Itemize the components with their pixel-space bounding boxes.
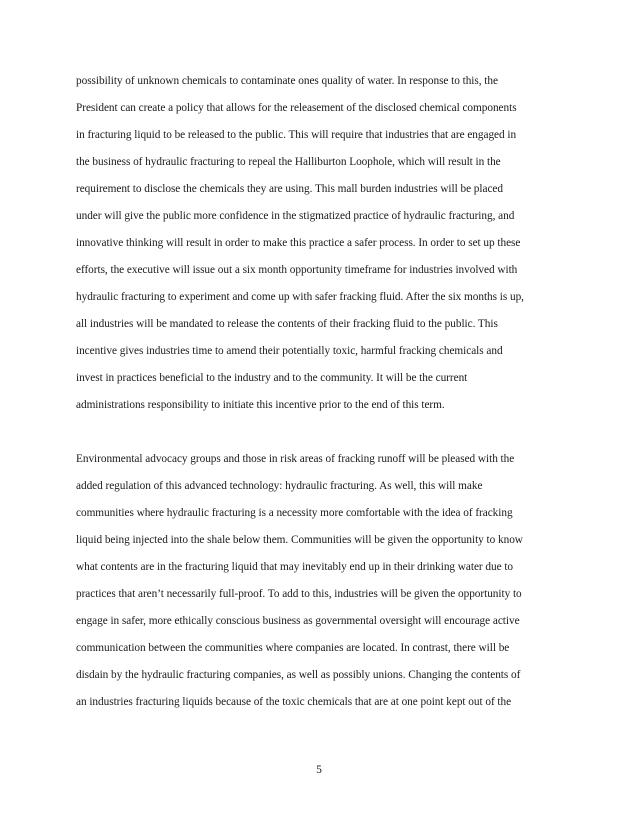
paragraph-2-line-7: engage in safer, more ethically conscious business as governmental oversight will encourage active xyxy=(76,615,520,627)
page-number: 5 xyxy=(316,764,322,776)
paragraph-1-line-12: invest in practices beneficial to the industry and to the community. It will be the current xyxy=(76,372,468,384)
paragraph-1-line-1: possibility of unknown chemicals to contaminate ones quality of water. In response to this, the xyxy=(76,75,498,87)
paragraph-1-line-7: innovative thinking will result in order to make this practice a safer process. In order to set up these xyxy=(76,237,521,249)
paragraph-1-line-11: incentive gives industries time to amend their potentially toxic, harmful fracking chemicals and xyxy=(76,345,503,357)
paragraph-2-line-10: an industries fracturing liquids because of the toxic chemicals that are at one point kept out of the xyxy=(76,696,512,708)
paragraph-1-line-8: efforts, the executive will issue out a six month opportunity timeframe for industries involved with xyxy=(76,264,518,276)
paragraph-1-line-6: under will give the public more confidence in the stigmatized practice of hydraulic fracturing, and xyxy=(76,210,515,222)
paragraph-1-line-5: requirement to disclose the chemicals they are using. This mall burden industries will be placed xyxy=(76,183,503,195)
paragraph-2-line-8: communication between the communities where companies are located. In contrast, there will be xyxy=(76,642,510,654)
paragraph-2-line-6: practices that aren’t necessarily full-proof. To add to this, industries will be given the opportunity to xyxy=(76,588,522,600)
paragraph-2-line-2: added regulation of this advanced technology: hydraulic fracturing. As well, this will make xyxy=(76,480,483,492)
paragraph-1-line-2: President can create a policy that allows for the releasement of the disclosed chemical components xyxy=(76,102,517,114)
paragraph-1-line-13: administrations responsibility to initiate this incentive prior to the end of this term. xyxy=(76,399,445,411)
paragraph-2-line-1: Environmental advocacy groups and those in risk areas of fracking runoff will be pleased with the xyxy=(76,453,515,465)
paragraph-1-line-4: the business of hydraulic fracturing to repeal the Halliburton Loophole, which will result in the xyxy=(76,156,501,168)
paragraph-1-line-10: all industries will be mandated to release the contents of their fracking fluid to the public. This xyxy=(76,318,498,330)
paragraph-2-line-3: communities where hydraulic fracturing is a necessity more comfortable with the idea of fracking xyxy=(76,507,513,519)
paragraph-1-line-3: in fracturing liquid to be released to the public. This will require that industries that are engaged in xyxy=(76,129,517,141)
paragraph-2-line-4: liquid being injected into the shale below them. Communities will be given the opportunity to know xyxy=(76,534,523,546)
paragraph-1-line-9: hydraulic fracturing to experiment and come up with safer fracking fluid. After the six months is up, xyxy=(76,291,524,303)
paragraph-2-line-9: disdain by the hydraulic fracturing companies, as well as possibly unions. Changing the contents of xyxy=(76,669,521,681)
paragraph-2-line-5: what contents are in the fracturing liquid that may inevitably end up in their drinking water due to xyxy=(76,561,514,573)
